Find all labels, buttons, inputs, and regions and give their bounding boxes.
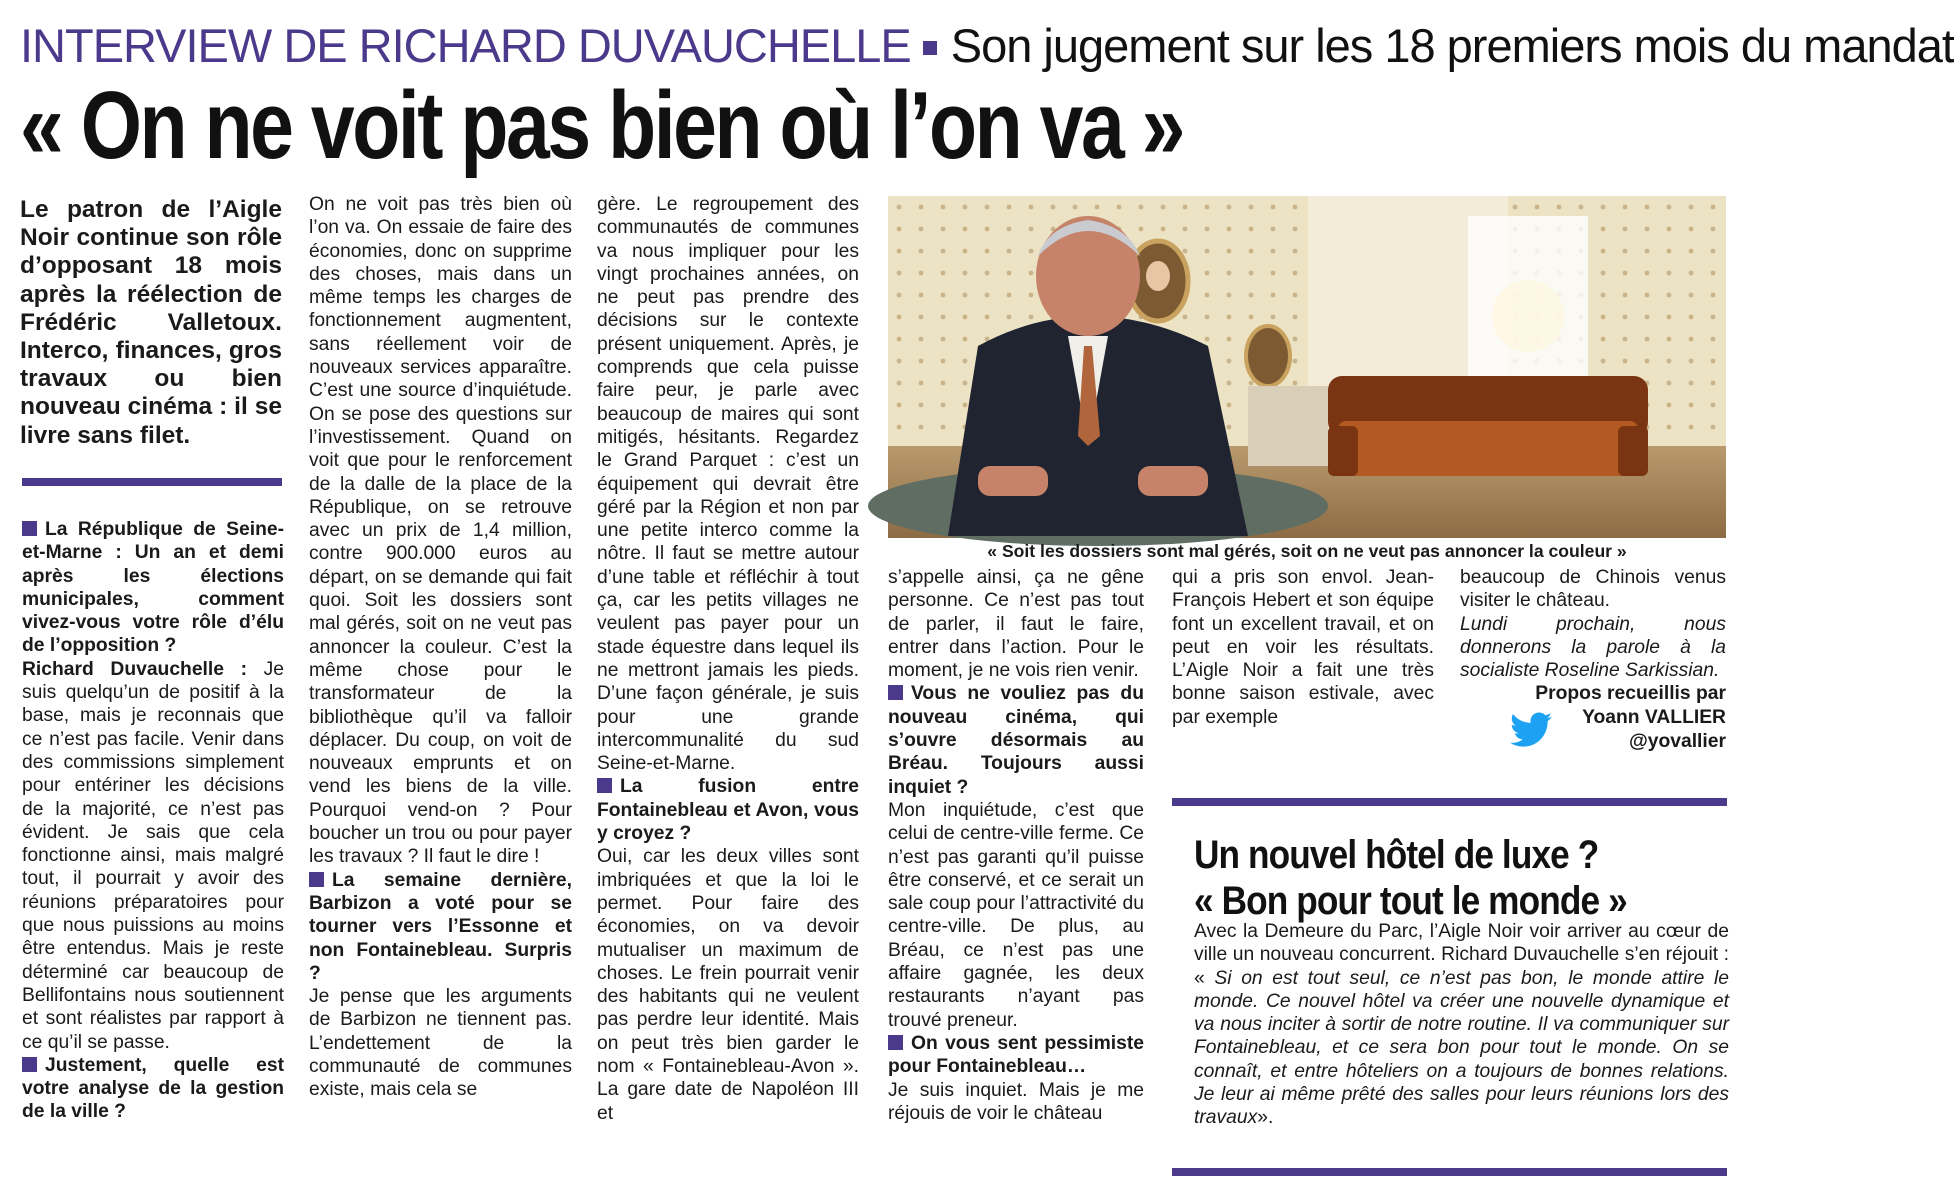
answer-6: Je suis inquiet. Mais je me réjouis de voir le château (888, 1079, 1144, 1124)
question-5: Vous ne vouliez pas du nouveau cinéma, qui s’ouvre désormais au Bréau. Toujours aussi inquiet ? (888, 683, 1144, 798)
column-4 (888, 566, 1144, 1125)
twitter-bird-icon (1510, 712, 1552, 748)
question-bullet (22, 521, 37, 536)
lead-rule (22, 478, 282, 486)
answer-3-continued: gère. Le regroupement des communautés de communes va nous impliquer pour les vingt prochaines années, on ne peut pas prendre des décisions sur le contexte présent uniquement. Après, je comprends que cela puisse faire peur, je parle avec beaucoup de maires qui sont mitigés, hésitants. Regardez le Grand Parquet : c’est un équipement qui devrait être géré par la Région et non par une petite interco comme la nôtre. Il faut se mettre autour d’une table et réfléchir à tout ça, car les petits villages ne veulent pas payer pour un stade équestre dans lequel ils ne mettront jamais les pieds. D’une façon générale, je suis pour une grande intercommunalité du sud Seine-et-Marne. (597, 194, 859, 775)
answer-4: Oui, car les deux villes sont imbriquées et que la loi le permet. Pour faire des économies, on va devoir mutualiser un maximum de choses. Le frein pourrait venir des habitants qui ne veulent pas perdre leur identité. Mais on peut très bien garder le nom « Fontainebleau-Avon ». La gare date de Napoléon III et (597, 846, 859, 1124)
answer-6-end: beaucoup de Chinois venus visiter le château. (1460, 567, 1726, 612)
box-intro: Avec la Demeure du Parc, l’Aigle Noir voir arriver au cœur de ville un nouveau concurrent. Richard Duvauchelle s’en réjouit : « (1194, 921, 1729, 989)
box-bottom-rule (1172, 1168, 1727, 1176)
kicker (20, 18, 1954, 74)
credit-name: Yoann VALLIER (1582, 706, 1726, 728)
question-bullet (888, 1035, 903, 1050)
next-week-note: Lundi prochain, nous donnerons la parole à la socialiste Roseline Sarkissian. (1460, 613, 1726, 682)
question-bullet (888, 685, 903, 700)
column-6 (1460, 566, 1726, 754)
photo-caption: « Soit les dossiers sont mal gérés, soit on ne veut pas annoncer la couleur » (987, 541, 1627, 561)
credit-handle[interactable]: @yovallier (1628, 730, 1726, 752)
column-3 (597, 193, 859, 1125)
question-bullet (22, 1057, 37, 1072)
headline: « On ne voit pas bien où l’on va » (20, 72, 1184, 179)
column-1 (22, 518, 284, 1124)
box-quote: Si on est tout seul, ce n’est pas bon, le monde attire le monde. Ce nouvel hôtel va créer une nouvelle dynamique et va nous inciter à sortir de notre routine. Il va communiquer sur Fontainebleau, et ce sera bon pour tout le monde. On se connaît, et entre hôteliers on a toujours de bonnes relations. Je leur ai même prêté des salles pour leurs réunions lors des travaux (1194, 967, 1729, 1129)
box-title-line-1: Un nouvel hôtel de luxe ? (1194, 833, 1599, 877)
lead-paragraph: Le patron de l’Aigle Noir continue son rôle d’opposant 18 mois après la réélection de Frédéric Valletoux. Interco, finances, gros travaux ou bien nouveau cinéma : il se livre sans filet. (20, 196, 282, 449)
box-title (1194, 832, 1687, 924)
answer-5: Mon inquiétude, c’est que celui de centre-ville ferme. Ce n’est pas garanti qu’il puisse être conservé, et ce serait un sale coup pour l’attractivité du centre-ville. De plus, au Bréau, ce n’est pas une affaire gagnée, les deux restaurants n’ayant pas trouvé preneur. (888, 799, 1144, 1031)
kicker-square (923, 41, 937, 55)
answer-1: Richard Duvauchelle : Je suis quelqu’un de positif à la base, mais je reconnais que ce n’est pas facile. Venir dans des commissions simplement pour entériner les décisions de la majorité, ce n’est pas évident. Je sais que cela fonctionne ainsi, mais malgré tout, il pourrait y avoir des réunions préparatoires pour que nous puissions au moins être entendus. Mais je reste déterminé car beaucoup de Bellifontains nous soutiennent et sont réalistes par rapport à ce qu’il se passe. (22, 658, 284, 1053)
column-5 (1172, 566, 1434, 729)
credit-block (1460, 706, 1726, 754)
question-6: On vous sent pessimiste pour Fontainebleau… (888, 1032, 1144, 1078)
question-2: Justement, quelle est votre analyse de la gestion de la ville ? (22, 1054, 284, 1123)
question-bullet (597, 778, 612, 793)
interview-photo (888, 196, 1726, 538)
credit-label: Propos recueillis par (1535, 683, 1726, 705)
question-1: La République de Seine-et-Marne : Un an et demi après les élections municipales, comment vivez-vous votre rôle d’élu de l’opposition ? (22, 519, 284, 657)
column-2 (309, 193, 572, 1102)
question-3: La semaine dernière, Barbizon a voté pour se tourner vers l’Essonne et non Fontainebleau. Surpris ? (309, 869, 572, 984)
answer-6-continued: qui a pris son envol. Jean-François Hebert et son équipe font un excellent travail, et on peut en voir les résultats. L’Aigle Noir a fait une très bonne saison estivale, avec par exemple (1172, 567, 1434, 728)
kicker-title: INTERVIEW DE RICHARD DUVAUCHELLE (20, 19, 911, 72)
kicker-subtitle: Son jugement sur les 18 premiers mois du mandat (950, 19, 1954, 72)
question-bullet (309, 872, 324, 887)
box-quote-end: ». (1257, 1107, 1274, 1129)
box-title-line-2: « Bon pour tout le monde » (1194, 879, 1627, 923)
answer-2: On ne voit pas très bien où l’on va. On essaie de faire des économies, donc on supprime des choses, mais dans un même temps les charges de fonctionnement augmentent, sans réellement voir de nouveaux services apparaître. C’est une source d’inquiétude. On se pose des questions sur l’investissement. Quand on voit que pour le renforcement de la dalle de la place de la République, on se retrouve avec un prix de 1,4 million, contre 900.000 euros au départ, on se demande qui fait quoi. Soit les dossiers sont mal gérés, soit on ne veut pas annoncer la couleur. C’est la même chose pour le transformateur de la bibliothèque qu’il va falloir déplacer. Du coup, on voit de nouveaux emprunts et on vend les biens de la ville. Pourquoi vend-on ? Pour boucher un trou ou pour payer les travaux ? Il faut le dire ! (309, 194, 572, 868)
box-text (1194, 920, 1729, 1130)
box-top-rule (1172, 798, 1727, 806)
answer-3: Je pense que les arguments de Barbizon ne tiennent pas. L’endettement de la communauté de communes existe, mais cela se (309, 986, 572, 1101)
answer-4-continued: s’appelle ainsi, ça ne gêne personne. Ce n’est pas tout de parler, il faut le faire, entrer dans l’action. Pour le moment, je ne vois rien venir. (888, 567, 1144, 682)
question-4: La fusion entre Fontainebleau et Avon, vous y croyez ? (597, 776, 859, 845)
